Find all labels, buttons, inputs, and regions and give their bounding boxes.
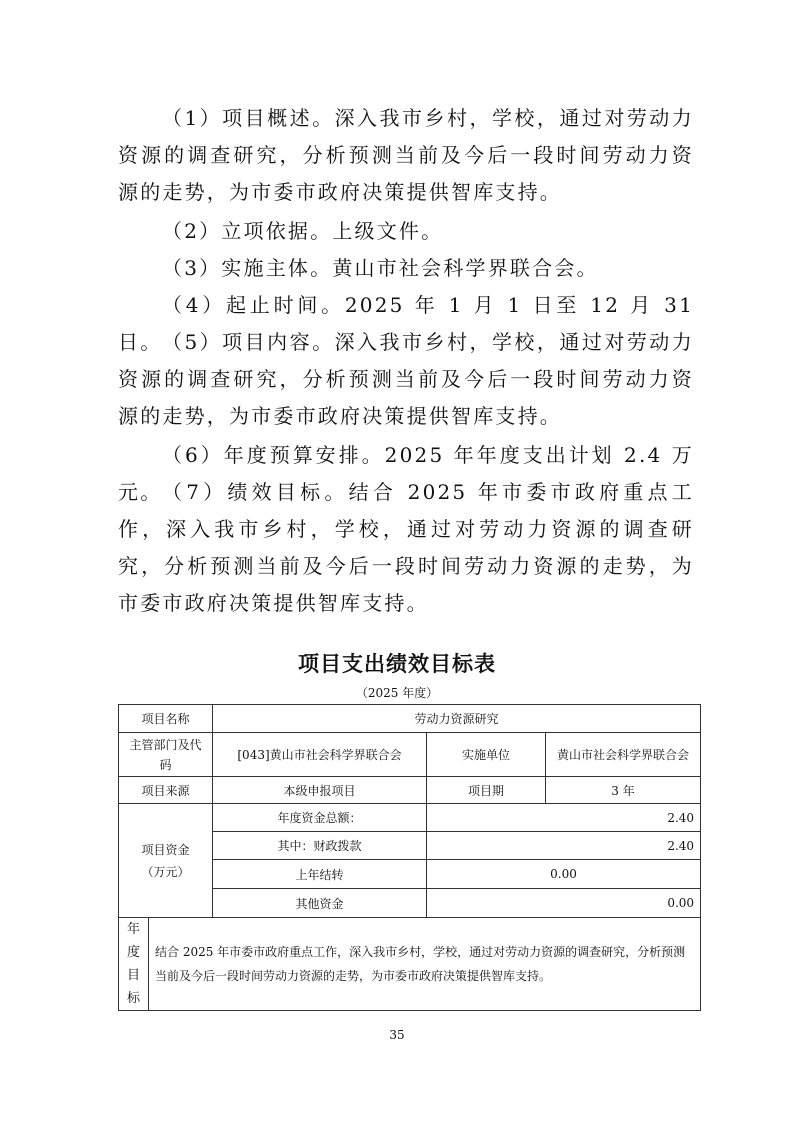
carryover-label: 上年结转 xyxy=(213,860,427,889)
dept-value: [043]黄山市社会科学界联合会 xyxy=(213,733,427,777)
funds-label-cell xyxy=(119,804,213,918)
table-title: 项目支出绩效目标表 xyxy=(298,652,496,676)
table-row xyxy=(119,705,701,733)
fiscal-label: 其中：财政拨款 xyxy=(213,832,427,860)
annual-total-value: 2.40 xyxy=(427,804,701,832)
dept-label: 主管部门及代码 xyxy=(119,733,213,777)
paragraph-implementer: （3）实施主体。黄山市社会科学界联合会。 xyxy=(162,256,599,280)
period-label: 项目期 xyxy=(427,777,546,804)
performance-target-table xyxy=(118,704,701,1011)
table-row xyxy=(119,804,701,832)
paragraph-period: （4）起止时间。2025 年 1 月 1 日至 12 月 31 日。 xyxy=(118,293,694,354)
table-row xyxy=(119,777,701,804)
page-number: 35 xyxy=(389,1028,405,1042)
paragraph-content: （5）项目内容。深入我市乡村，学校，通过对劳动力资源的调查研究，分析预测当前及今后一段时间劳动力资源的走势，为市委市政府决策提供智库支持。 xyxy=(118,330,694,428)
carryover-value: 0.00 xyxy=(427,860,701,889)
paragraph-project-overview: （1）项目概述。深入我市乡村，学校，通过对劳动力资源的调查研究，分析预测当前及今后一段时间劳动力资源的走势，为市委市政府决策提供智库支持。 xyxy=(118,106,694,204)
funds-unit: （万元） xyxy=(141,864,190,879)
fiscal-value: 2.40 xyxy=(427,832,701,860)
funds-label: 项目资金 xyxy=(141,842,190,857)
goal-label-char: 年 xyxy=(126,922,140,937)
table-row xyxy=(119,918,701,1011)
annual-total-label: 年度资金总额： xyxy=(213,804,427,832)
paragraph-basis: （2）立项依据。上级文件。 xyxy=(162,219,444,243)
source-label: 项目来源 xyxy=(119,777,213,804)
paragraph-performance-goal: （7）绩效目标。结合 2025 年市委市政府重点工作，深入我市乡村，学校，通过对劳动力资源的调查研究，分析预测当前及今后一段时间劳动力资源的走势，为市委市政府决策提供智库支持。 xyxy=(118,480,694,615)
annual-goal-text: 结合 2025 年市委市政府重点工作，深入我市乡村，学校，通过对劳动力资源的调查研究，分析预测当前及今后一段时间劳动力资源的走势，为市委市政府决策提供智库支持。 xyxy=(149,918,701,1011)
other-value: 0.00 xyxy=(427,889,701,918)
period-value: 3 年 xyxy=(546,777,701,804)
goal-label-char: 度 xyxy=(126,945,140,960)
goal-label-char: 标 xyxy=(126,991,140,1006)
table-subtitle: （2025 年度） xyxy=(355,686,439,700)
other-label: 其他资金 xyxy=(213,889,427,918)
source-value: 本级申报项目 xyxy=(213,777,427,804)
annual-goal-label xyxy=(119,918,149,1011)
goal-label-char: 目 xyxy=(126,968,140,983)
paragraph-budget: （6）年度预算安排。2025 年年度支出计划 2.4 万元。 xyxy=(118,443,694,504)
project-name-label: 项目名称 xyxy=(119,705,213,733)
project-name-value: 劳动力资源研究 xyxy=(213,705,701,733)
impl-value: 黄山市社会科学界联合会 xyxy=(546,733,701,777)
impl-label: 实施单位 xyxy=(427,733,546,777)
table-row xyxy=(119,733,701,777)
